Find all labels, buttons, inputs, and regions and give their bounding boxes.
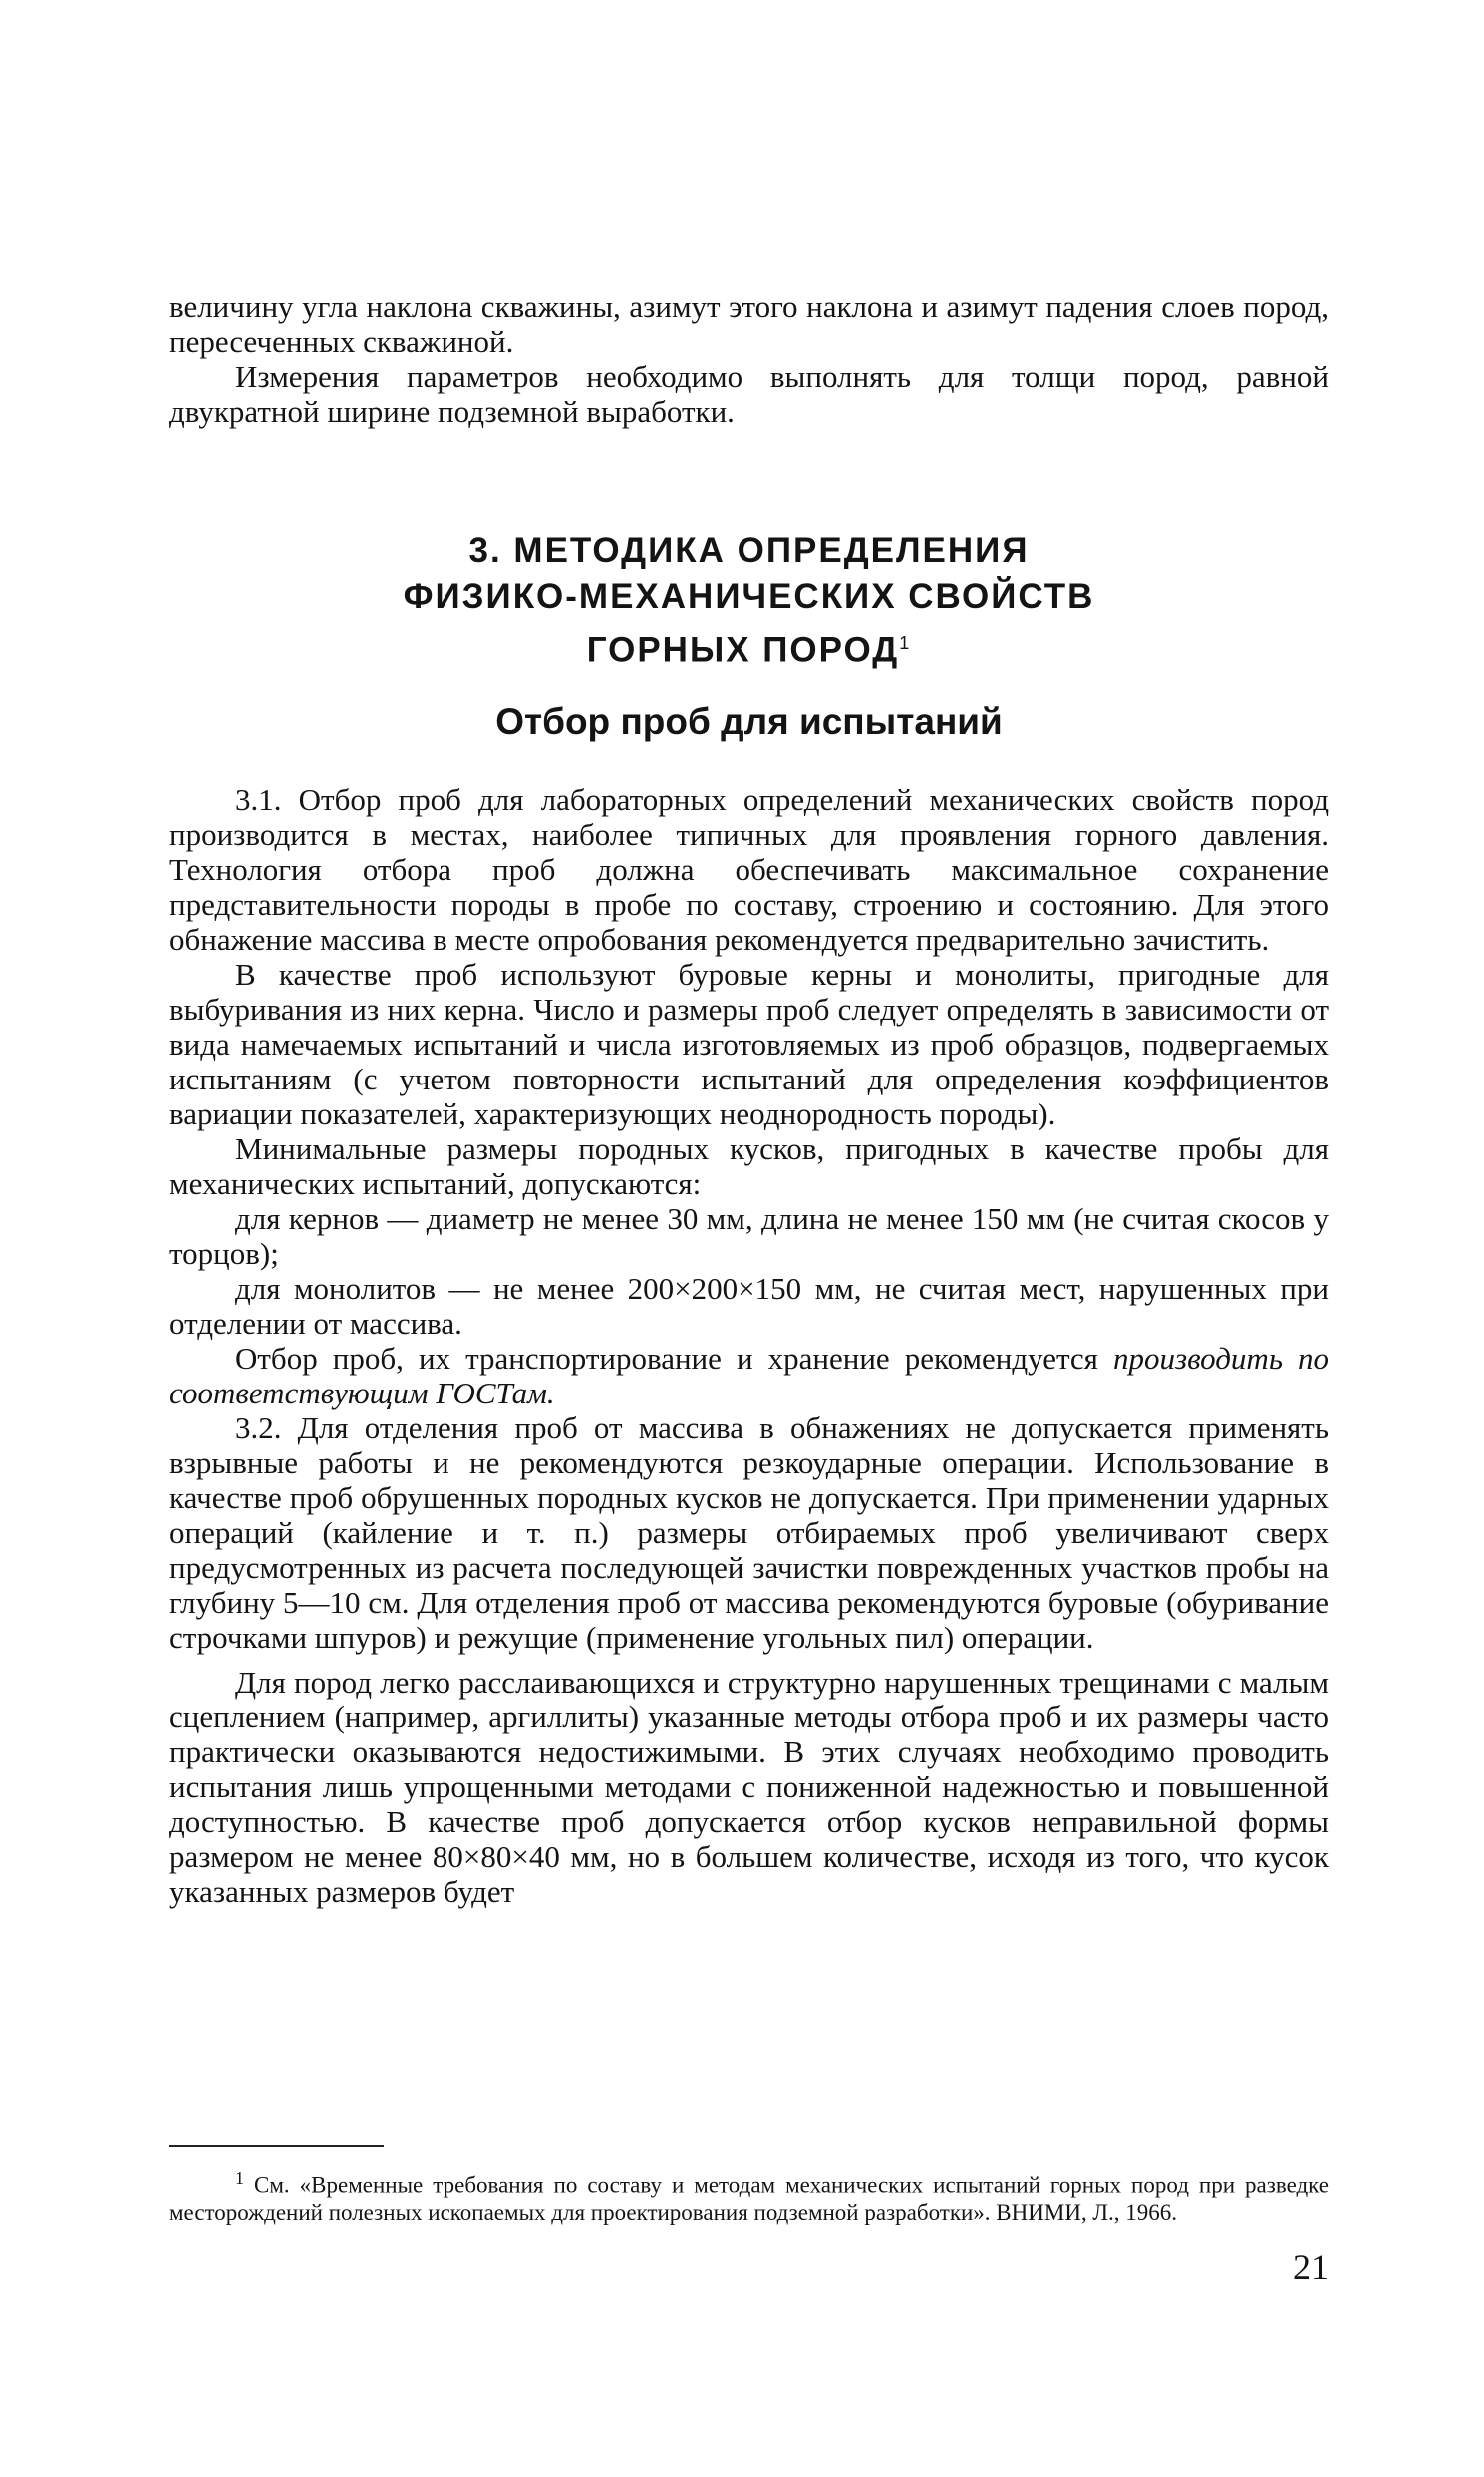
- paragraph-cores: для кернов — диаметр не менее 30 мм, длина не менее 150 мм (не считая скосов у торцов);: [169, 1201, 1329, 1271]
- subsection-heading: [169, 700, 1329, 744]
- page-number: 21: [1293, 2247, 1329, 2287]
- body-text: [169, 782, 1329, 1909]
- footnote-divider: [169, 2145, 384, 2147]
- intro-paragraph-1: величину угла наклона скважины, азимут этого наклона и азимут падения слоев пород, пересеченных скважиной.: [169, 289, 1329, 359]
- paragraph-3-1: 3.1. Отбор проб для лабораторных определений механических свойств пород производится в местах, наиболее типичных для проявления горного давления. Технология отбора проб должна обеспечивать максимальное сохранение представительности породы в пробе по составу, строению и состоянию. Для этого обнажение массива в месте опробования рекомендуется предварительно зачистить.: [169, 782, 1329, 957]
- footnote-body: См. «Временные требования по составу и методам механических испытаний горных пород при разведке месторождений полезных ископаемых для проектирования подземной разработки». ВНИМИ, Л., 1966.: [169, 2172, 1329, 2225]
- paragraph-weak-rocks: Для пород легко расслаивающихся и структурно нарушенных трещинами с малым сцеплением (например, аргиллиты) указанные методы отбора проб и их размеры часто практически оказываются недостижимыми. В этих случаях необходимо проводить испытания лишь упрощенными методами с пониженной надежностью и повышенной доступностью. В качестве проб допускается отбор кусков неправильной формы размером не менее 80×80×40 мм, но в большем количестве, исходя из того, что кусок указанных размеров будет: [169, 1665, 1329, 1909]
- section-title-line-3: [169, 620, 1329, 674]
- subsection-title: Отбор проб для испытаний: [495, 701, 1003, 742]
- paragraph-monoliths: для монолитов — не менее 200×200×150 мм, не считая мест, нарушенных при отделении от массива.: [169, 1271, 1329, 1341]
- section-title-text: ГОРНЫХ ПОРОД: [586, 630, 900, 670]
- intro-paragraph-2: Измерения параметров необходимо выполнять для толщи пород, равной двукратной ширине подземной выработки.: [169, 359, 1329, 429]
- intro-text: [169, 289, 1329, 429]
- section-title-line-1: 3. МЕТОДИКА ОПРЕДЕЛЕНИЯ: [468, 531, 1030, 570]
- footnote: [169, 2165, 1329, 2226]
- paragraph-samples: В качестве проб используют буровые керны и монолиты, пригодные для выбуривания из них керна. Число и размеры проб следует определять в зависимости от вида намечаемых испытаний и числа изготовляемых из проб образцов, подвергаемых испытаниям (с учетом повторности испытаний для определения коэффициентов вариации показателей, характеризующих неоднородность породы).: [169, 957, 1329, 1131]
- transport-text: Отбор проб, их транспортирование и хранение рекомендуется: [235, 1341, 1114, 1376]
- footnote-reference: 1: [899, 633, 912, 653]
- transport-text-italic: производить по соответствующим ГОСТам.: [169, 1341, 1329, 1410]
- footnote-mark: 1: [235, 2168, 244, 2188]
- paragraph-3-2: 3.2. Для отделения проб от массива в обнажениях не допускается применять взрывные работы и не рекомендуются резкоударные операции. Использование в качестве проб обрушенных породных кусков не допускается. При применении ударных операций (кайление и т. п.) размеры отбираемых проб увеличивают сверх предусмотренных из расчета последующей зачистки поврежденных участков пробы на глубину 5—10 см. Для отделения проб от массива рекомендуются буровые (обуривание строчками шпуров) и режущие (применение угольных пил) операции.: [169, 1410, 1329, 1655]
- paragraph-min-sizes: Минимальные размеры породных кусков, пригодных в качестве пробы для механических испытаний, допускаются:: [169, 1131, 1329, 1201]
- section-heading: [169, 528, 1329, 674]
- section-title-line-2: ФИЗИКО-МЕХАНИЧЕСКИХ СВОЙСТВ: [403, 577, 1095, 616]
- paragraph-transport: [169, 1341, 1329, 1410]
- footnote-text: [169, 2165, 1329, 2226]
